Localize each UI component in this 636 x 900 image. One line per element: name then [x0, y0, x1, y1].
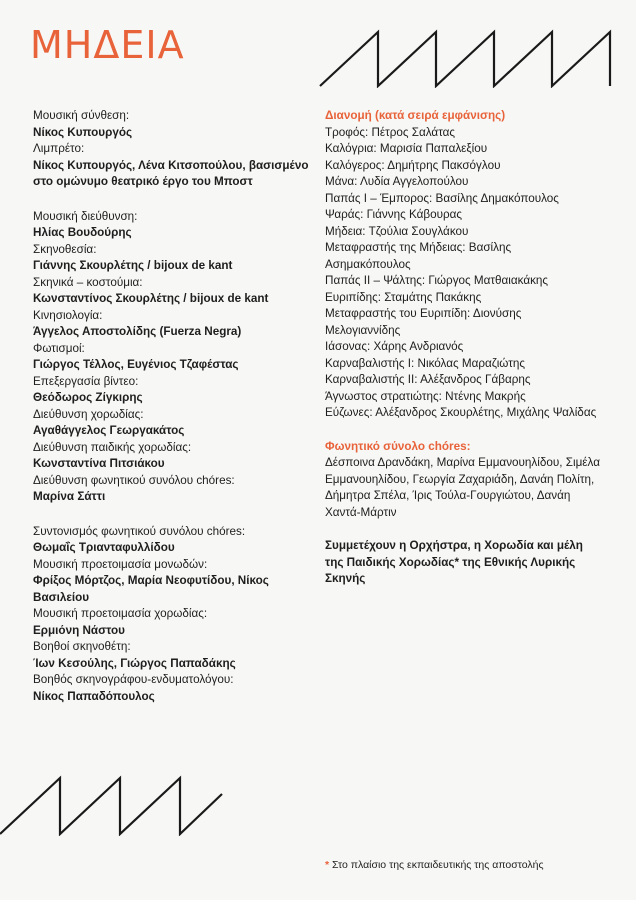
- credit-label: Συντονισμός φωνητικού συνόλου chóres:: [33, 524, 246, 538]
- credit-label: Σκηνοθεσία:: [33, 242, 97, 256]
- cast-entry: Ευριπίδης: Σταμάτης Πακάκης: [325, 290, 482, 304]
- cast-entry: Παπάς Ι – Έμπορος: Βασίλης Δημακόπουλος: [325, 191, 559, 205]
- footnote: [325, 859, 544, 871]
- cast-entry: Μάνα: Λυδία Αγγελοπούλου: [325, 175, 469, 188]
- credit-label: Μουσική διεύθυνση:: [33, 209, 138, 223]
- credit-label: Επεξεργασία βίντεο:: [33, 374, 139, 388]
- credit-value: Νίκος Παπαδόπουλος: [33, 689, 155, 703]
- footnote-text: Στο πλαίσιο της εκπαιδευτικής της αποστολής: [332, 859, 544, 871]
- cast-heading: Διανομή (κατά σειρά εμφάνισης): [325, 109, 506, 122]
- credit-value: Κωνσταντίνος Σκουρλέτης / bijoux de kant: [33, 292, 269, 305]
- credit-value: Αγαθάγγελος Γεωργακάτος: [33, 424, 185, 437]
- cast-entry: Καλόγρια: Μαρισία Παπαλεξίου: [325, 142, 488, 155]
- credit-value: Θωμαΐς Τριανταφυλλίδου: [33, 541, 175, 554]
- credit-label: Φωτισμοί:: [33, 341, 85, 355]
- zigzag-decoration-top: [318, 26, 618, 88]
- cast-entry: Εύζωνες: Αλέξανδρος Σκουρλέτης, Μιχάλης Ψαλίδας: [325, 406, 597, 419]
- cast-entry: Τροφός: Πέτρος Σαλάτας: [325, 125, 456, 139]
- credit-value: Θεόδωρος Ζίγκιρης: [33, 391, 143, 404]
- cast-entry: Ιάσονας: Χάρης Ανδριανός: [325, 340, 464, 353]
- credit-value: Ίων Κεσούλης, Γιώργος Παπαδάκης: [33, 656, 236, 670]
- credit-label: Μουσική προετοιμασία μονωδών:: [33, 557, 208, 571]
- credit-value: Γιάννης Σκουρλέτης / bijoux de kant: [33, 259, 233, 272]
- credit-label: Διεύθυνση χορωδίας:: [33, 407, 144, 421]
- credit-value: Νίκος Κυπουργός: [33, 125, 133, 139]
- credit-label: Βοηθοί σκηνοθέτη:: [33, 640, 131, 653]
- credit-value: Ερμιόνη Νάστου: [33, 623, 125, 637]
- credit-label: Διεύθυνση παιδικής χορωδίας:: [33, 440, 192, 454]
- credit-value: Κωνσταντίνα Πιτσιάκου: [33, 457, 165, 470]
- cast-entry: Καρναβαλιστής Ι: Νικόλας Μαραζιώτης: [325, 356, 525, 370]
- credit-label: Μουσική σύνθεση:: [33, 109, 130, 122]
- cast-entry: Μεταφραστής της Μήδειας: Βασίλης Ασημακόπουλος: [325, 241, 512, 271]
- footnote-marker: *: [325, 859, 330, 871]
- credit-label: Διεύθυνση φωνητικού συνόλου chóres:: [33, 473, 235, 487]
- cast-column: [325, 108, 625, 588]
- cast-entry: Μήδεια: Τζούλια Σουγλάκου: [325, 224, 469, 238]
- cast-entry: Άγνωστος στρατιώτης: Ντένης Μακρής: [325, 389, 526, 403]
- cast-entry: Καλόγερος: Δημήτρης Πακσόγλου: [325, 158, 501, 172]
- credit-label: Μουσική προετοιμασία χορωδίας:: [33, 607, 208, 620]
- cast-entry: Καρναβαλιστής ΙΙ: Αλέξανδρος Γάβαρης: [325, 373, 531, 386]
- ensemble-members: Δέσποινα Δρανδάκη, Μαρίνα Εμμανουηλίδου, Σιμέλα Εμμανουηλίδου, Γεωργία Ζαχαριάδη, Δανάη Πολίτη, Δήμητρα Σπέλα, Ίρις Τούλα-Γουργιώτου, Δανάη Χαντά-Μάρτιν: [325, 456, 600, 519]
- cast-entry: Μεταφραστής του Ευριπίδη: Διονύσης Μελογιαννίδης: [325, 307, 522, 337]
- credit-value: Γιώργος Τέλλος, Ευγένιος Τζαφέστας: [33, 358, 239, 371]
- credit-value: Μαρίνα Σάττι: [33, 490, 106, 503]
- cast-entry: Ψαράς: Γιάννης Κάβουρας: [325, 208, 463, 221]
- participation-note: Συμμετέχουν η Ορχήστρα, η Χορωδία και μέλη της Παιδικής Χορωδίας* της Εθνικής Λυρικής Σκηνής: [325, 539, 583, 585]
- credit-label: Κινησιολογία:: [33, 308, 103, 322]
- credit-value: Ηλίας Βουδούρης: [33, 226, 132, 239]
- credits-column: [33, 108, 323, 705]
- credit-label: Βοηθός σκηνογράφου-ενδυματολόγου:: [33, 673, 234, 686]
- credit-label: Σκηνικά – κοστούμια:: [33, 275, 143, 289]
- credit-value: Νίκος Κυπουργός, Λένα Κιτσοπούλου, βασισμένο στο ομώνυμο θεατρικό έργο του Μποστ: [33, 158, 309, 188]
- page-title: ΜΗΔΕΙΑ: [30, 23, 185, 67]
- ensemble-heading: Φωνητικό σύνολο chóres:: [325, 439, 471, 453]
- zigzag-decoration-bottom: [0, 770, 225, 836]
- credit-value: Άγγελος Αποστολίδης (Fuerza Negra): [33, 325, 242, 338]
- credit-value: Φρίξος Μόρτζος, Μαρία Νεοφυτίδου, Νίκος Βασιλείου: [33, 574, 269, 604]
- credit-label: Λιμπρέτο:: [33, 142, 85, 155]
- cast-entry: Παπάς ΙΙ – Ψάλτης: Γιώργος Ματθαιακάκης: [325, 274, 549, 287]
